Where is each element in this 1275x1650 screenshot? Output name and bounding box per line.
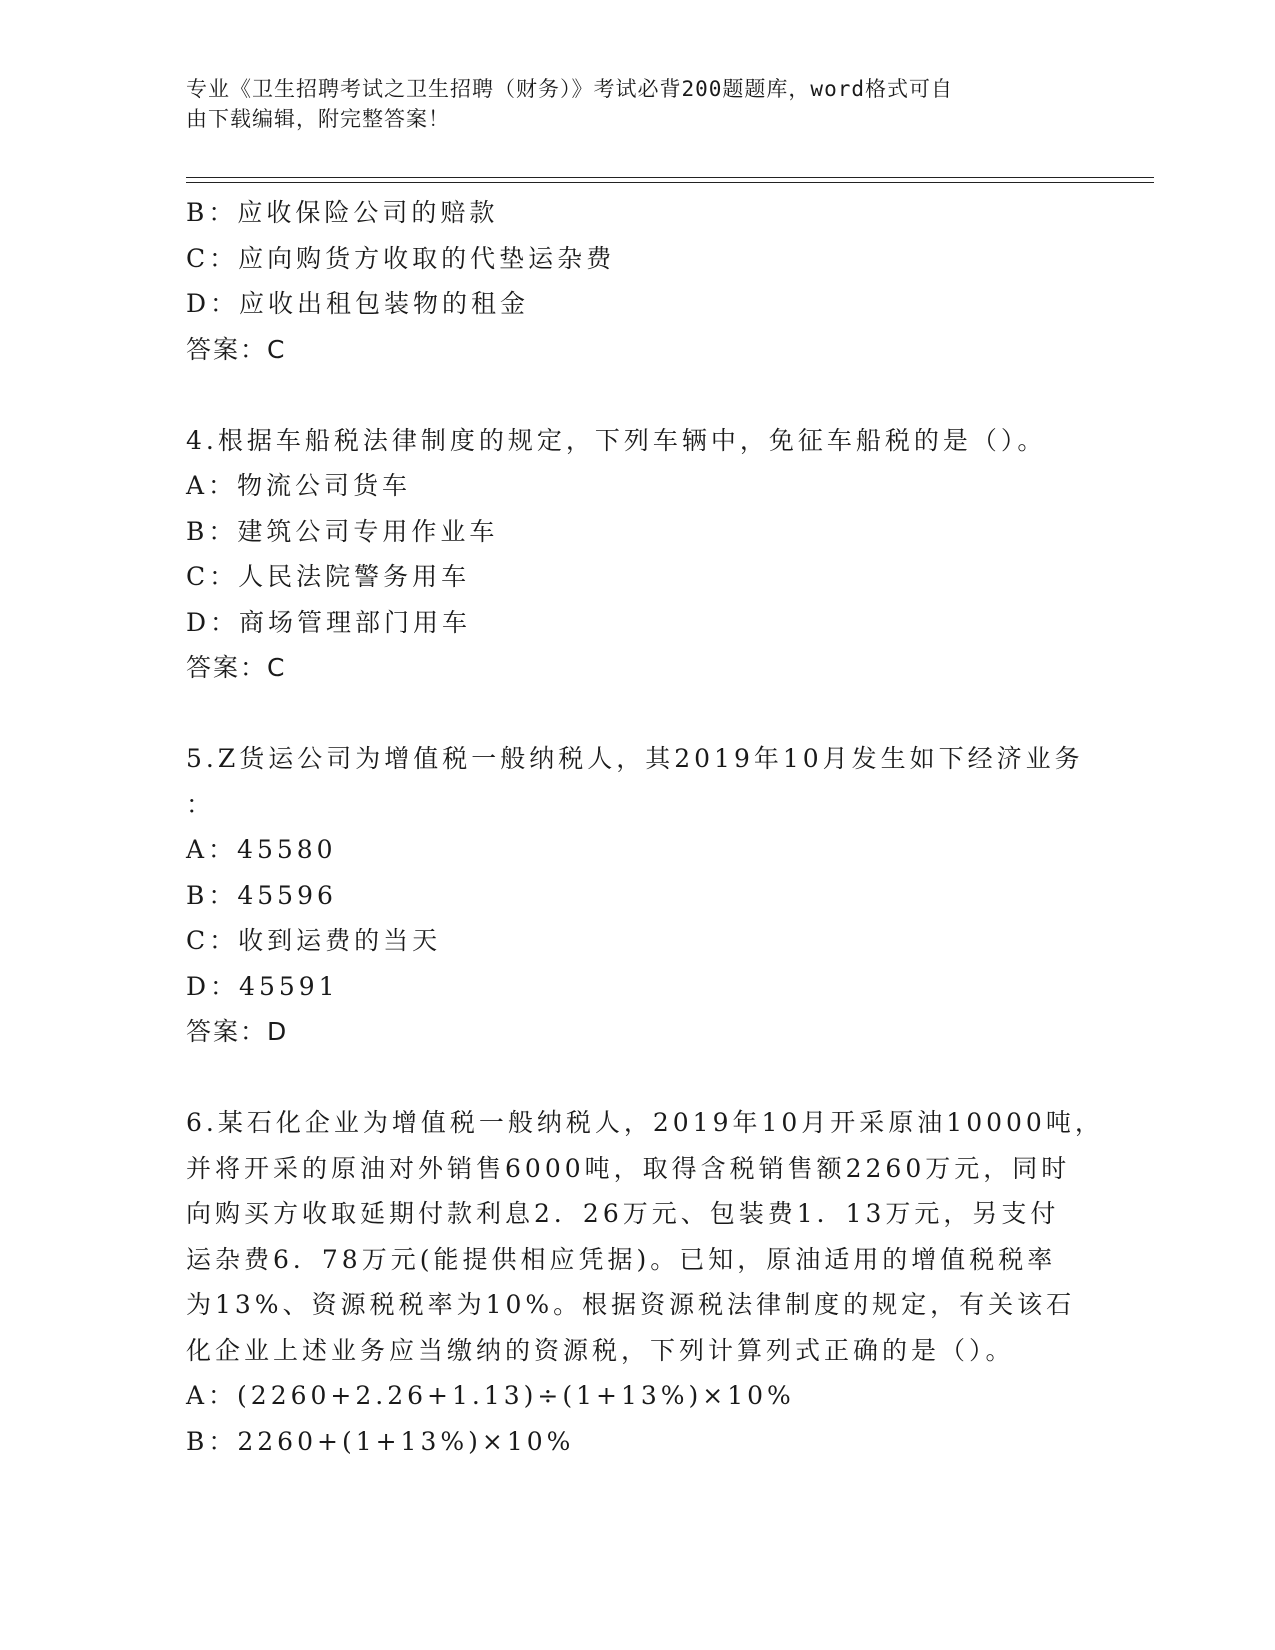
header-line-1: 专业《卫生招聘考试之卫生招聘（财务）》考试必背200题题库，word格式可自 — [186, 77, 953, 101]
question-stem-line-2: ： — [186, 789, 216, 819]
question-4 — [186, 418, 1086, 691]
answer: 答案：D — [186, 1017, 289, 1046]
question-5 — [186, 736, 1086, 1055]
question-content — [186, 190, 1104, 1464]
option-b: B：45596 — [186, 880, 337, 910]
answer: 答案：C — [186, 653, 287, 682]
option-b: B：建筑公司专用作业车 — [186, 516, 499, 546]
question-stem-line-1: 6.某石化企业为增值税一般纳税人，2019年10月开采原油10000吨， — [186, 1108, 1104, 1137]
question-stem-line-4: 运杂费6．78万元(能提供相应凭据)。已知，原油适用的增值税税率 — [186, 1244, 1057, 1274]
page-header — [186, 74, 1066, 134]
question-stem-line-2: 并将开采的原油对外销售6000吨，取得含税销售额2260万元，同时 — [186, 1153, 1071, 1183]
option-b: B：应收保险公司的赔款 — [186, 198, 499, 227]
header-divider-bottom — [186, 182, 1154, 183]
option-a: A：45580 — [186, 835, 337, 864]
option-c: C：收到运费的当天 — [186, 926, 442, 955]
option-a: A：(2260+2.26+1.13)÷(1+13%)×10% — [186, 1381, 795, 1410]
option-c: C：人民法院警务用车 — [186, 562, 471, 591]
question-stem-line-5: 为13%、资源税税率为10%。根据资源税法律制度的规定，有关该石 — [186, 1290, 1076, 1319]
option-d: D：应收出租包装物的租金 — [186, 289, 530, 318]
question-stem-line-3: 向购买方收取延期付款利息2．26万元、包装费1．13万元，另支付 — [186, 1199, 1060, 1228]
question-3 — [186, 190, 1086, 372]
header-line-2: 由下载编辑，附完整答案！ — [186, 107, 450, 131]
question-stem-line-6: 化企业上述业务应当缴纳的资源税，下列计算列式正确的是（）。 — [186, 1335, 1015, 1365]
spacer — [186, 691, 1086, 737]
header-divider-top — [186, 177, 1154, 178]
spacer — [186, 1055, 1086, 1101]
question-6 — [186, 1100, 1104, 1464]
answer: 答案：C — [186, 334, 287, 364]
option-d: D：商场管理部门用车 — [186, 607, 472, 637]
option-b: B：2260+(1+13%)×10% — [186, 1426, 575, 1456]
option-d: D：45591 — [186, 971, 339, 1001]
question-stem-line-1: 5.Z货运公司为增值税一般纳税人，其2019年10月发生如下经济业务 — [186, 744, 1084, 773]
spacer — [186, 372, 1086, 418]
question-stem: 4.根据车船税法律制度的规定，下列车辆中，免征车船税的是（）。 — [186, 425, 1047, 455]
option-a: A：物流公司货车 — [186, 471, 412, 500]
option-c: C：应向购货方收取的代垫运杂费 — [186, 243, 616, 273]
